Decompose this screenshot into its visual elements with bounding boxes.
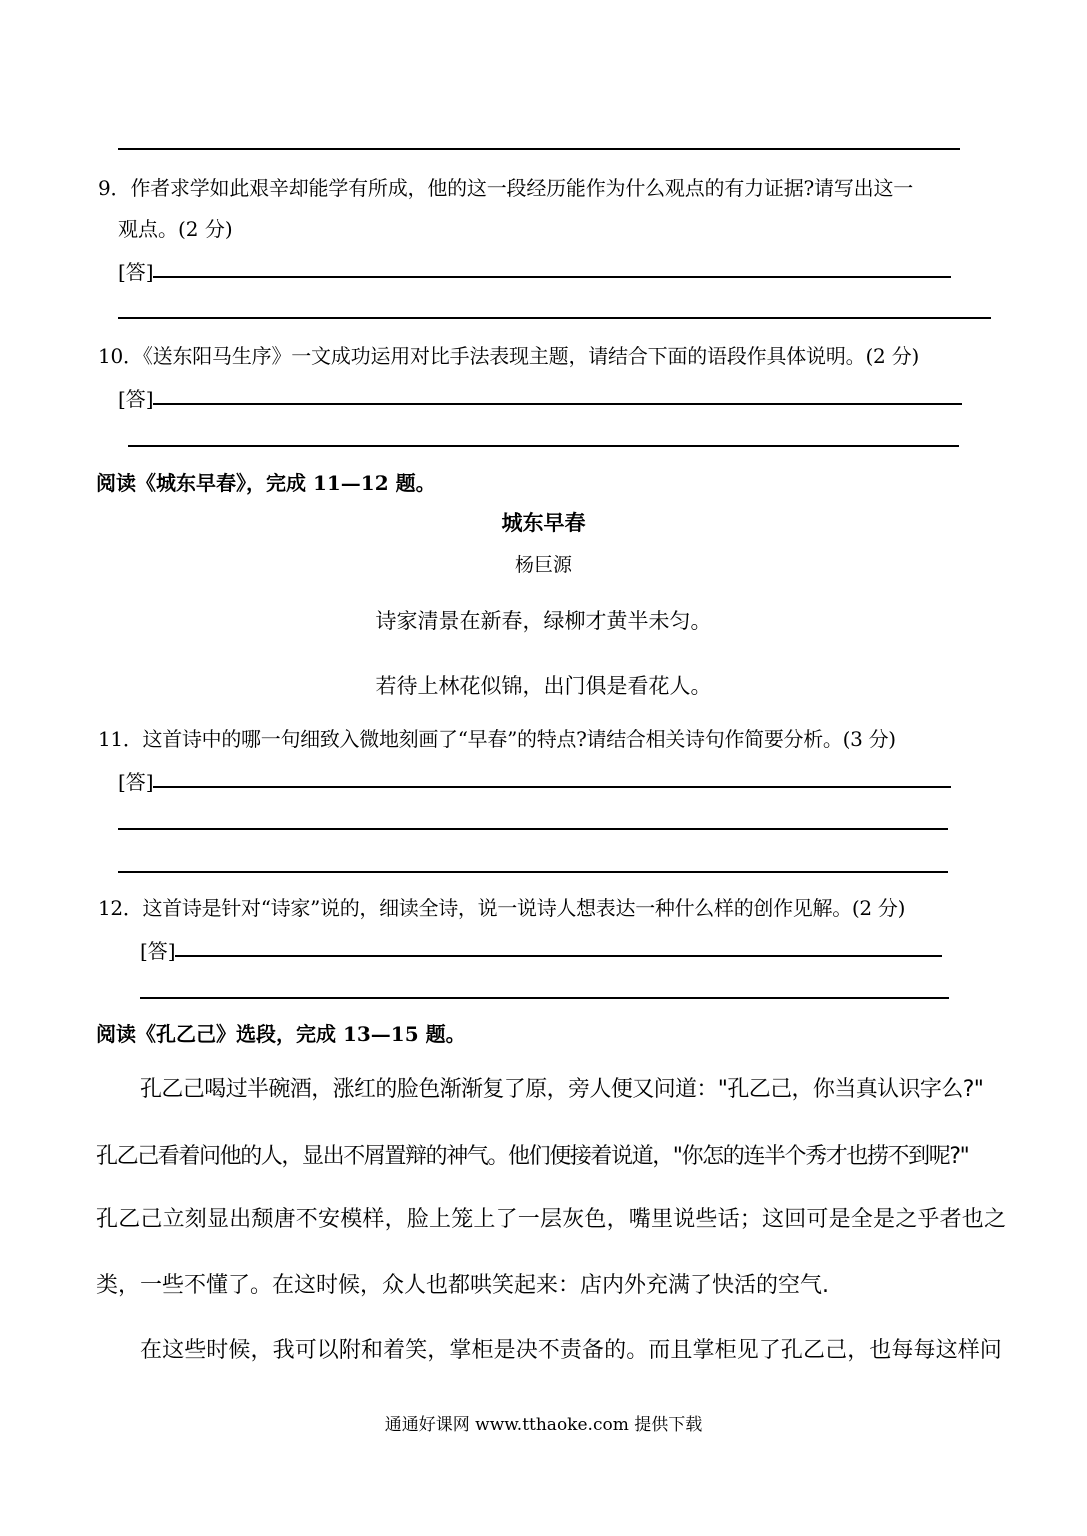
prose-line: 孔乙己立刻显出颓唐不安模样，脸上笼上了一层灰色，嘴里说些话；这回可是全是之乎者也之	[96, 1207, 1007, 1232]
prose-line: 类，一些不懂了。在这时候，众人也都哄笑起来：店内外充满了快活的空气.	[96, 1273, 829, 1298]
poem-line: 若待上林花似锦，出门俱是看花人。	[375, 674, 712, 698]
answer-line	[118, 871, 948, 873]
question-9-line2: 观点。(2 分)	[118, 217, 233, 241]
poem-line: 诗家清景在新春，绿柳才黄半未匀。	[375, 609, 712, 633]
answer-line	[118, 317, 991, 319]
poem-title: 城东早春	[501, 510, 586, 535]
answer-line	[128, 445, 959, 447]
answer-label: [答]	[118, 387, 154, 411]
prose-line: 孔乙己喝过半碗酒，涨红的脸色渐渐复了原，旁人便又问道："孔乙己，你当真认识字么?"	[140, 1077, 984, 1102]
answer-label: [答]	[140, 939, 176, 963]
answer-line	[118, 828, 948, 830]
question-11-line1: 11．这首诗中的哪一句细致入微地刻画了“早春”的特点?请结合相关诗句作简要分析。(3 分)	[98, 727, 896, 751]
answer-line	[175, 955, 942, 957]
prose-line: 孔乙己看着问他的人，显出不屑置辩的神气。他们便接着说道，"你怎的连半个秀才也捞不到呢?"	[96, 1144, 969, 1169]
question-12-line1: 12．这首诗是针对“诗家”说的，细读全诗，说一说诗人想表达一种什么样的创作见解。(2 分)	[98, 896, 906, 920]
answer-label: [答]	[118, 770, 154, 794]
question-10-line1: 10．《送东阳马生序》一文成功运用对比手法表现主题，请结合下面的语段作具体说明。(2 分)	[98, 344, 920, 368]
section-heading: 阅读《孔乙己》选段，完成 13—15 题。	[96, 1022, 466, 1046]
answer-line	[153, 403, 962, 405]
answer-line	[153, 276, 951, 278]
poem-author: 杨巨源	[514, 554, 572, 576]
answer-line	[118, 148, 960, 150]
prose-line: 在这些时候，我可以附和着笑，掌柜是决不责备的。而且掌柜见了孔乙己，也每每这样问	[140, 1338, 1002, 1363]
answer-line	[140, 997, 949, 999]
answer-label: [答]	[118, 260, 154, 284]
answer-line	[153, 786, 951, 788]
question-9-line1: 9．作者求学如此艰辛却能学有所成，他的这一段经历能作为什么观点的有力证据?请写出这一	[98, 176, 914, 200]
section-heading: 阅读《城东早春》，完成 11—12 题。	[96, 471, 436, 495]
page-footer: 通通好课网 www.tthaoke.com 提供下载	[384, 1415, 703, 1435]
